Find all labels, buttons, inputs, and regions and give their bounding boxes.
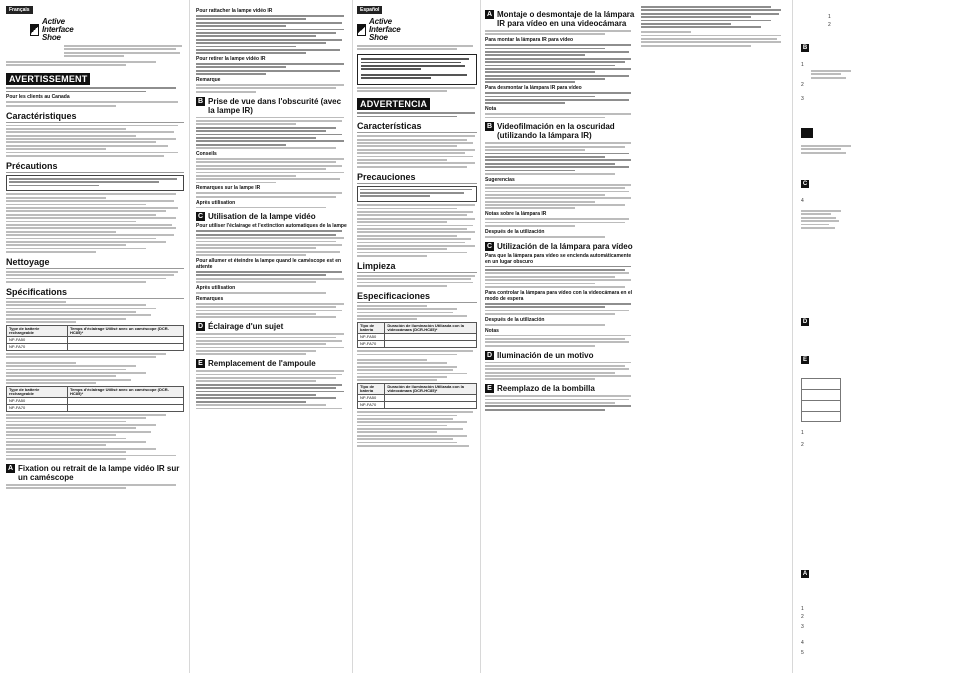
page-french-1 xyxy=(0,0,190,673)
heading-apres-2: Après utilisation xyxy=(196,284,236,291)
heading-advertencia: ADVERTENCIA xyxy=(357,98,430,110)
page-cropped: 1 2 B 1 2 3 C 4 D E 1 2 A 1 2 3 4 5 xyxy=(793,0,954,673)
spec-table-2: Type de batterie rechargeable Temps d'éclairage Utilisé avec un caméscope (DCR-HC85)* NP-FA50 NP-FA70 xyxy=(6,386,184,412)
heading-precauciones: Precauciones xyxy=(357,172,477,184)
heading-caracteristiques: Caractéristiques xyxy=(6,111,184,123)
section-letter-a: A xyxy=(7,464,14,472)
heading-utilisation: C Utilisation de la lampe vidéo xyxy=(197,212,316,222)
heading-oscuridad: B Videofilmación en la oscuridad (utilizando la lámpara IR) xyxy=(486,122,615,141)
heading-nuit: B Prise de vue dans l'obscurité (avec la lampe IR) xyxy=(197,96,342,115)
heading-controlar: Para controlar la lámpara para vídeo con la videocámara en el modo de espera xyxy=(485,289,633,302)
logo-text: Active Interface Shoe xyxy=(369,17,401,42)
heading-specifications: Spécifications xyxy=(6,287,184,299)
spec-table-2: Tipo de batería Duración de iluminación Utilizada con la videocámara (DCR-HC85)* NP-FA50 NP-FA70 xyxy=(357,383,477,409)
heading-iluminacion: D Iluminación de un motivo xyxy=(486,350,594,360)
brand-logo xyxy=(357,18,477,42)
heading-remarques: Remarques xyxy=(196,295,224,302)
heading-allumer-light: Pour allumer et éteindre la lampe quand le caméscope est en attente xyxy=(196,258,342,270)
heading-remplacement: E Remplacement de l'ampoule xyxy=(196,359,348,368)
precautions-box xyxy=(6,175,184,192)
heading-montar: Para montar la lámpara IR para vídeo xyxy=(485,37,574,44)
page-french-2 xyxy=(190,0,353,673)
heading-despues: Después de la utilización xyxy=(485,228,545,235)
heading-despues-2: Después de la utilización xyxy=(485,316,545,323)
heading-precautions: Précautions xyxy=(6,161,184,173)
logo-text: Active Interface Shoe xyxy=(42,17,74,42)
small-table xyxy=(801,378,841,422)
page-spanish-2 xyxy=(481,0,793,673)
heading-conseils: Conseils xyxy=(196,150,217,157)
heading-avertissement: AVERTISSEMENT xyxy=(6,73,90,85)
heading-rattacher: Pour rattacher la lampe vidéo IR xyxy=(196,8,273,14)
heading-sugerencias: Sugerencias xyxy=(485,176,515,183)
logo-mark-icon xyxy=(357,24,366,36)
heading-montaje: A Montaje o desmontaje de la lámpara IR para vídeo en una videocámara xyxy=(486,10,635,28)
brand-logo xyxy=(30,18,184,42)
heading-eclairage: D Éclairage d'un sujet xyxy=(197,322,284,332)
heading-retirer: Pour retirer la lampe vidéo IR xyxy=(196,56,266,63)
heading-fixation: A Fixation ou retrait de la lampe vidéo IR sur un caméscope xyxy=(7,463,180,482)
section-letter: D xyxy=(802,319,808,325)
heading-reemplazo: E Reemplazo de la bombilla xyxy=(485,384,635,393)
heading-caracteristicas: Características xyxy=(357,121,477,133)
heading-limpieza: Limpieza xyxy=(357,261,477,273)
heading-utilizacion: C Utilización de la lámpara para vídeo xyxy=(486,241,633,251)
spec-table-1: Tipo de batería Duración de iluminación Utilizada con la videocámara (DCR-HC85)* NP-FA50 NP-FA70 xyxy=(357,322,477,348)
intro-text xyxy=(64,45,184,57)
spec-table-1: Type de batterie rechargeable Temps d'éclairage Utilisé avec un caméscope (DCR-HC85)* NP-FA50 NP-FA70 xyxy=(6,325,184,351)
heading-remarque: Remarque xyxy=(196,77,221,84)
section-letter: B xyxy=(802,45,808,51)
heading-nettoyage: Nettoyage xyxy=(6,257,184,269)
heading-auto: Para que la lámpara para vídeo se encienda automáticamente en un lugar obscuro xyxy=(485,252,632,265)
heading-notas: Notas xyxy=(485,327,499,334)
logo-mark-icon xyxy=(30,24,39,36)
precautions-list xyxy=(6,193,184,252)
language-tab: Français xyxy=(6,6,33,14)
section-letter: A xyxy=(802,571,808,577)
section-letter: C xyxy=(802,181,808,187)
language-tab: Español xyxy=(357,6,382,14)
heading-nota: Nota xyxy=(485,106,497,113)
heading-especificaciones: Especificaciones xyxy=(357,291,477,303)
black-box xyxy=(801,128,813,138)
caracteristiques-list xyxy=(6,125,184,157)
page-spanish-1 xyxy=(353,0,481,673)
heading-notas-ir: Notas sobre la lámpara IR xyxy=(485,211,547,218)
heading-canada: Pour les clients au Canada xyxy=(6,94,70,101)
precauciones-box xyxy=(357,186,477,203)
section-letter: E xyxy=(802,357,807,363)
heading-remarques-ir: Remarques sur la lampe IR xyxy=(196,185,261,192)
heading-apres: Après utilisation xyxy=(196,199,236,206)
heading-desmontar: Para desmontar la lámpara IR para vídeo xyxy=(485,85,582,92)
heading-allumer-auto: Pour utiliser l'éclairage et l'extinction automatiques de la lampe xyxy=(196,223,347,230)
warning-box xyxy=(357,54,477,85)
